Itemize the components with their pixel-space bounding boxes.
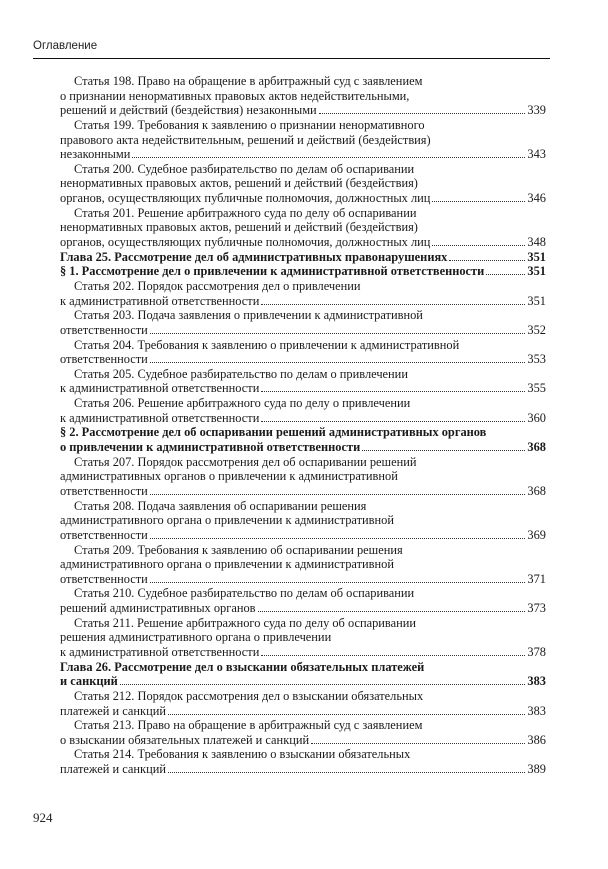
dot-leader bbox=[261, 655, 525, 656]
toc-entry-article bbox=[60, 455, 546, 499]
toc-line bbox=[60, 513, 546, 528]
toc-line bbox=[60, 630, 546, 645]
toc-line bbox=[60, 118, 546, 133]
toc-page-number: 383 bbox=[527, 674, 546, 689]
toc-entry-text: к административной ответственности bbox=[60, 293, 260, 308]
toc-entry-text: административных органов о привлечении к административной bbox=[60, 469, 398, 484]
toc-line bbox=[60, 645, 546, 660]
toc-entry-text: о признании ненормативных правовых актов недействительными, bbox=[60, 88, 410, 103]
toc-line bbox=[60, 425, 546, 440]
toc-line bbox=[60, 338, 546, 353]
toc-line bbox=[60, 484, 546, 499]
toc-entry-text: Глава 25. Рассмотрение дел об административных правонарушениях bbox=[60, 249, 448, 264]
toc-line bbox=[60, 440, 546, 455]
toc-entry-text: органов, осуществляющих публичные полномочия, должностных лиц bbox=[60, 191, 431, 206]
dot-leader bbox=[258, 611, 526, 612]
toc-page-number: 360 bbox=[527, 410, 546, 425]
toc-line bbox=[60, 704, 546, 719]
toc-entry-text: Статья 206. Решение арбитражного суда по делу о привлечении bbox=[74, 396, 411, 411]
toc-entry-text: Статья 207. Порядок рассмотрения дел об оспаривании решений bbox=[74, 454, 417, 469]
dot-leader bbox=[261, 304, 525, 305]
toc-line bbox=[60, 572, 546, 587]
toc-entry-article bbox=[60, 616, 546, 660]
toc-line bbox=[60, 162, 546, 177]
dot-leader bbox=[168, 772, 525, 773]
toc-entry-article bbox=[60, 74, 546, 118]
toc-entry-text: и санкций bbox=[60, 674, 118, 689]
toc-line bbox=[60, 367, 546, 382]
toc-entry-text: Статья 213. Право на обращение в арбитражный суд с заявлением bbox=[74, 718, 423, 733]
toc-line bbox=[60, 528, 546, 543]
dot-leader bbox=[311, 743, 525, 744]
toc-entry-article bbox=[60, 747, 546, 776]
toc-entry-text: ненормативных правовых актов, решений и действий (бездействия) bbox=[60, 176, 418, 191]
toc-page-number: 368 bbox=[527, 440, 546, 455]
toc-entry-text: ответственности bbox=[60, 322, 148, 337]
dot-leader bbox=[168, 714, 525, 715]
toc-line bbox=[60, 660, 546, 675]
toc-line bbox=[60, 586, 546, 601]
table-of-contents bbox=[60, 74, 546, 777]
toc-entry-text: о привлечении к административной ответственности bbox=[60, 440, 361, 455]
toc-page-number: 352 bbox=[527, 322, 546, 337]
toc-line bbox=[60, 264, 546, 279]
toc-entry-text: ответственности bbox=[60, 527, 148, 542]
toc-entry-article bbox=[60, 396, 546, 425]
running-head: Оглавление bbox=[33, 40, 98, 52]
toc-entry-text: Статья 212. Порядок рассмотрения дел о взыскании обязательных bbox=[74, 688, 424, 703]
toc-page-number: 386 bbox=[527, 732, 546, 747]
toc-entry-text: Статья 203. Подача заявления о привлечении к административной bbox=[74, 308, 423, 323]
toc-line bbox=[60, 689, 546, 704]
toc-page-number: 368 bbox=[527, 483, 546, 498]
toc-page-number: 383 bbox=[527, 703, 546, 718]
toc-entry-text: Статья 198. Право на обращение в арбитражный суд с заявлением bbox=[74, 74, 423, 88]
toc-entry-text: незаконными bbox=[60, 147, 131, 162]
toc-entry-text: ответственности bbox=[60, 352, 148, 367]
toc-entry-text: решений и действий (бездействия) незаконными bbox=[60, 103, 317, 118]
toc-entry-article bbox=[60, 118, 546, 162]
dot-leader bbox=[449, 260, 525, 261]
toc-entry-text: Статья 204. Требования к заявлению о привлечении к административной bbox=[74, 337, 460, 352]
toc-entry-text: платежей и санкций bbox=[60, 762, 166, 777]
toc-entry-text: Статья 200. Судебное разбирательство по делам об оспаривании bbox=[74, 161, 415, 176]
toc-line bbox=[60, 133, 546, 148]
toc-entry-text: Статья 214. Требования к заявлению о взыскании обязательных bbox=[74, 747, 411, 762]
toc-entry-text: Статья 201. Решение арбитражного суда по делу об оспаривании bbox=[74, 205, 417, 220]
toc-line bbox=[60, 147, 546, 162]
dot-leader bbox=[432, 245, 525, 246]
toc-line bbox=[60, 674, 546, 689]
dot-leader bbox=[132, 157, 525, 158]
toc-entry-article bbox=[60, 499, 546, 543]
dot-leader bbox=[261, 391, 525, 392]
dot-leader bbox=[150, 538, 526, 539]
toc-page-number: 371 bbox=[527, 571, 546, 586]
toc-entry-text: Статья 210. Судебное разбирательство по делам об оспаривании bbox=[74, 586, 415, 601]
toc-entry-text: административного органа о привлечении к административной bbox=[60, 513, 394, 528]
toc-page-number: 346 bbox=[527, 191, 546, 206]
toc-entry-text: о взыскании обязательных платежей и санкций bbox=[60, 732, 310, 747]
toc-page-number: 351 bbox=[527, 264, 546, 279]
toc-page-number: 348 bbox=[527, 235, 546, 250]
toc-page-number: 351 bbox=[527, 249, 546, 264]
toc-entry-text: Статья 209. Требования к заявлению об оспаривании решения bbox=[74, 542, 403, 557]
dot-leader bbox=[362, 450, 525, 451]
dot-leader bbox=[486, 274, 525, 275]
toc-line bbox=[60, 499, 546, 514]
toc-line bbox=[60, 762, 546, 777]
toc-line bbox=[60, 396, 546, 411]
toc-line bbox=[60, 89, 546, 104]
toc-entry-section bbox=[60, 425, 546, 454]
toc-entry-text: решений административных органов bbox=[60, 601, 256, 616]
toc-entry-text: Глава 26. Рассмотрение дел о взыскании обязательных платежей bbox=[60, 659, 425, 674]
toc-line bbox=[60, 733, 546, 748]
toc-entry-text: Статья 202. Порядок рассмотрения дел о привлечении bbox=[74, 278, 361, 293]
toc-entry-text: ненормативных правовых актов, решений и действий (бездействия) bbox=[60, 220, 418, 235]
dot-leader bbox=[261, 421, 525, 422]
toc-entry-text: органов, осуществляющих публичные полномочия, должностных лиц bbox=[60, 235, 431, 250]
toc-entry-text: административного органа о привлечении к административной bbox=[60, 557, 394, 572]
toc-line bbox=[60, 74, 546, 89]
toc-entry-text: платежей и санкций bbox=[60, 703, 166, 718]
toc-line bbox=[60, 543, 546, 558]
toc-line bbox=[60, 616, 546, 631]
toc-line bbox=[60, 601, 546, 616]
toc-entry-text: § 2. Рассмотрение дел об оспаривании решений административных органов bbox=[60, 425, 487, 440]
toc-line bbox=[60, 294, 546, 309]
dot-leader bbox=[120, 684, 526, 685]
toc-page-number: 343 bbox=[527, 147, 546, 162]
toc-page-number: 369 bbox=[527, 527, 546, 542]
toc-entry-text: Статья 211. Решение арбитражного суда по делу об оспаривании bbox=[74, 615, 416, 630]
toc-entry-article bbox=[60, 367, 546, 396]
toc-page-number: 378 bbox=[527, 644, 546, 659]
toc-entry-text: к административной ответственности bbox=[60, 410, 260, 425]
toc-entry-text: ответственности bbox=[60, 571, 148, 586]
toc-entry-article bbox=[60, 206, 546, 250]
toc-entry-article bbox=[60, 162, 546, 206]
toc-line bbox=[60, 323, 546, 338]
toc-entry-article bbox=[60, 308, 546, 337]
toc-entry-text: § 1. Рассмотрение дел о привлечении к административной ответственности bbox=[60, 264, 485, 279]
toc-page-number: 355 bbox=[527, 381, 546, 396]
toc-page-number: 389 bbox=[527, 762, 546, 777]
toc-line bbox=[60, 279, 546, 294]
toc-entry-article bbox=[60, 338, 546, 367]
toc-entry-article bbox=[60, 279, 546, 308]
toc-entry-chapter bbox=[60, 660, 546, 689]
toc-line bbox=[60, 381, 546, 396]
toc-line bbox=[60, 220, 546, 235]
toc-entry-chapter bbox=[60, 250, 546, 265]
dot-leader bbox=[150, 582, 526, 583]
dot-leader bbox=[150, 362, 526, 363]
dot-leader bbox=[150, 333, 526, 334]
toc-entry-text: Статья 199. Требования к заявлению о признании ненормативного bbox=[74, 117, 425, 132]
toc-line bbox=[60, 455, 546, 470]
toc-page-number: 353 bbox=[527, 352, 546, 367]
toc-line bbox=[60, 176, 546, 191]
toc-line bbox=[60, 411, 546, 426]
toc-entry-text: решения административного органа о привлечении bbox=[60, 630, 332, 645]
toc-line bbox=[60, 206, 546, 221]
toc-entry-text: правового акта недействительным, решений и действий (бездействия) bbox=[60, 132, 431, 147]
toc-line bbox=[60, 308, 546, 323]
toc-entry-article bbox=[60, 543, 546, 587]
toc-line bbox=[60, 103, 546, 118]
toc-line bbox=[60, 191, 546, 206]
toc-entry-section bbox=[60, 264, 546, 279]
dot-leader bbox=[432, 201, 525, 202]
toc-line bbox=[60, 235, 546, 250]
toc-entry-text: Статья 208. Подача заявления об оспаривании решения bbox=[74, 498, 367, 513]
toc-line bbox=[60, 557, 546, 572]
toc-line bbox=[60, 747, 546, 762]
toc-line bbox=[60, 352, 546, 367]
toc-entry-text: к административной ответственности bbox=[60, 644, 260, 659]
toc-page-number: 351 bbox=[527, 293, 546, 308]
toc-entry-text: к административной ответственности bbox=[60, 381, 260, 396]
dot-leader bbox=[319, 113, 526, 114]
toc-page-number: 339 bbox=[527, 103, 546, 118]
toc-entry-article bbox=[60, 689, 546, 718]
toc-entry-text: Статья 205. Судебное разбирательство по делам о привлечении bbox=[74, 366, 408, 381]
header-rule bbox=[33, 58, 550, 59]
toc-entry-article bbox=[60, 718, 546, 747]
toc-entry-text: ответственности bbox=[60, 483, 148, 498]
toc-line bbox=[60, 718, 546, 733]
page-number: 924 bbox=[33, 810, 53, 825]
toc-entry-article bbox=[60, 586, 546, 615]
toc-line bbox=[60, 469, 546, 484]
toc-line bbox=[60, 250, 546, 265]
toc-page-number: 373 bbox=[527, 601, 546, 616]
dot-leader bbox=[150, 494, 526, 495]
